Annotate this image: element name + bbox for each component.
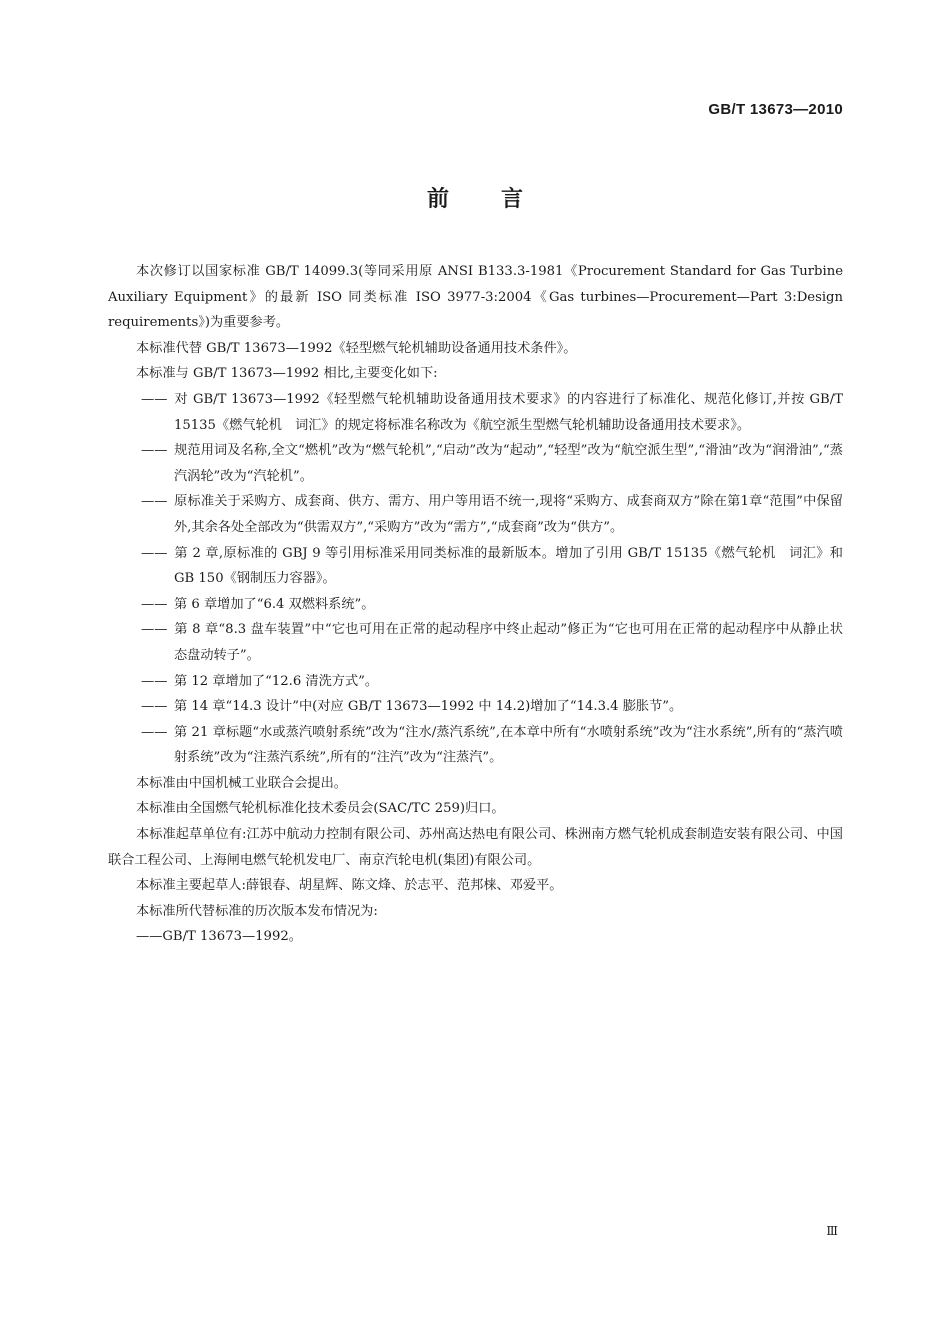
dash-marker: —— <box>141 673 168 689</box>
change-item <box>108 387 843 438</box>
change-item-text: 第 2 章,原标准的 GBJ 9 等引用标准采用同类标准的最新版本。增加了引用 GB/T 15135《燃气轮机 词汇》和 GB 150《钢制压力容器》。 <box>174 545 843 587</box>
dash-marker: —— <box>141 596 168 612</box>
change-item <box>108 617 843 668</box>
change-item <box>108 541 843 592</box>
standard-code-header: GB/T 13673—2010 <box>708 101 843 118</box>
page-number: Ⅲ <box>826 1224 838 1238</box>
change-item <box>108 438 843 489</box>
dash-marker: —— <box>141 443 168 459</box>
page-title-part1: 前 <box>426 187 449 212</box>
dash-marker: —— <box>141 699 168 715</box>
page-title <box>0 182 950 213</box>
page-title-part2: 言 <box>501 187 524 212</box>
change-item-text: 第 14 章“14.3 设计”中(对应 GB/T 13673—1992 中 14.2)增加了“14.3.4 膨胀节”。 <box>174 699 683 715</box>
foreword-body <box>108 259 843 950</box>
history-item <box>108 924 843 950</box>
drafting-units-paragraph: 本标准起草单位有:江苏中航动力控制有限公司、苏州高达热电有限公司、株洲南方燃气轮机成套制造安装有限公司、中国联合工程公司、上海闸电燃气轮机发电厂、南京汽轮电机(集团)有限公司。 <box>108 827 843 868</box>
change-item-text: 对 GB/T 13673—1992《轻型燃气轮机辅助设备通用技术要求》的内容进行了标准化、规范化修订,并按 GB/T 15135《燃气轮机 词汇》的规定将标准名称改为《航空派生型燃气轮机辅助设备通用技术要求》。 <box>174 391 843 433</box>
proposed-by-paragraph: 本标准由中国机械工业联合会提出。 <box>136 775 347 791</box>
drafters-paragraph: 本标准主要起草人:薛银春、胡星辉、陈文烽、於志平、范邦梾、邓爱平。 <box>136 878 563 894</box>
dash-marker: —— <box>136 929 163 945</box>
revision-basis-paragraph: 本次修订以国家标准 GB/T 14099.3(等同采用原 ANSI B133.3-1981《Procurement Standard for Gas Turbine Auxiliary Equipment》的最新 ISO 同类标准 ISO 3977-3:2004《Gas turbines—Procurement—Part 3:Design requirements》)为重要参考。 <box>108 264 843 331</box>
change-item-text: 第 8 章“8.3 盘车装置”中“它也可用在正常的起动程序中终止起动”修正为“它也可用在正常的起动程序中从静止状态盘动转子”。 <box>174 622 843 663</box>
dash-marker: —— <box>141 724 168 740</box>
dash-marker: —— <box>141 545 168 561</box>
change-item-text: 规范用词及名称,全文“燃机”改为“燃气轮机”,“启动”改为“起动”,“轻型”改为“航空派生型”,“滑油”改为“润滑油”,“蒸汽涡轮”改为“汽轮机”。 <box>174 443 843 484</box>
change-item <box>108 720 843 771</box>
dash-marker: —— <box>141 622 168 638</box>
change-item <box>108 489 843 540</box>
history-intro-paragraph: 本标准所代替标准的历次版本发布情况为: <box>136 903 378 919</box>
replacement-paragraph: 本标准代替 GB/T 13673—1992《轻型燃气轮机辅助设备通用技术条件》。 <box>136 340 577 356</box>
change-item-text: 第 12 章增加了“12.6 清洗方式”。 <box>174 673 379 689</box>
change-item <box>108 592 843 618</box>
change-item <box>108 669 843 695</box>
changes-intro-paragraph: 本标准与 GB/T 13673—1992 相比,主要变化如下: <box>136 366 438 382</box>
history-item-text: GB/T 13673—1992。 <box>162 929 302 945</box>
dash-marker: —— <box>141 391 168 407</box>
dash-marker: —— <box>141 494 168 510</box>
change-item <box>108 694 843 720</box>
change-item-text: 第 6 章增加了“6.4 双燃料系统”。 <box>174 596 375 612</box>
change-item-text: 第 21 章标题“水或蒸汽喷射系统”改为“注水/蒸汽系统”,在本章中所有“水喷射系统”改为“注水系统”,所有的“蒸汽喷射系统”改为“注蒸汽系统”,所有的“注汽”改为“注蒸汽”。 <box>174 724 843 766</box>
managed-by-paragraph: 本标准由全国燃气轮机标准化技术委员会(SAC/TC 259)归口。 <box>136 801 505 817</box>
change-item-text: 原标准关于采购方、成套商、供方、需方、用户等用语不统一,现将“采购方、成套商双方”除在第1章“范围”中保留外,其余各处全部改为“供需双方”,“采购方”改为“需方”,“成套商”改为“供方”。 <box>174 494 843 535</box>
